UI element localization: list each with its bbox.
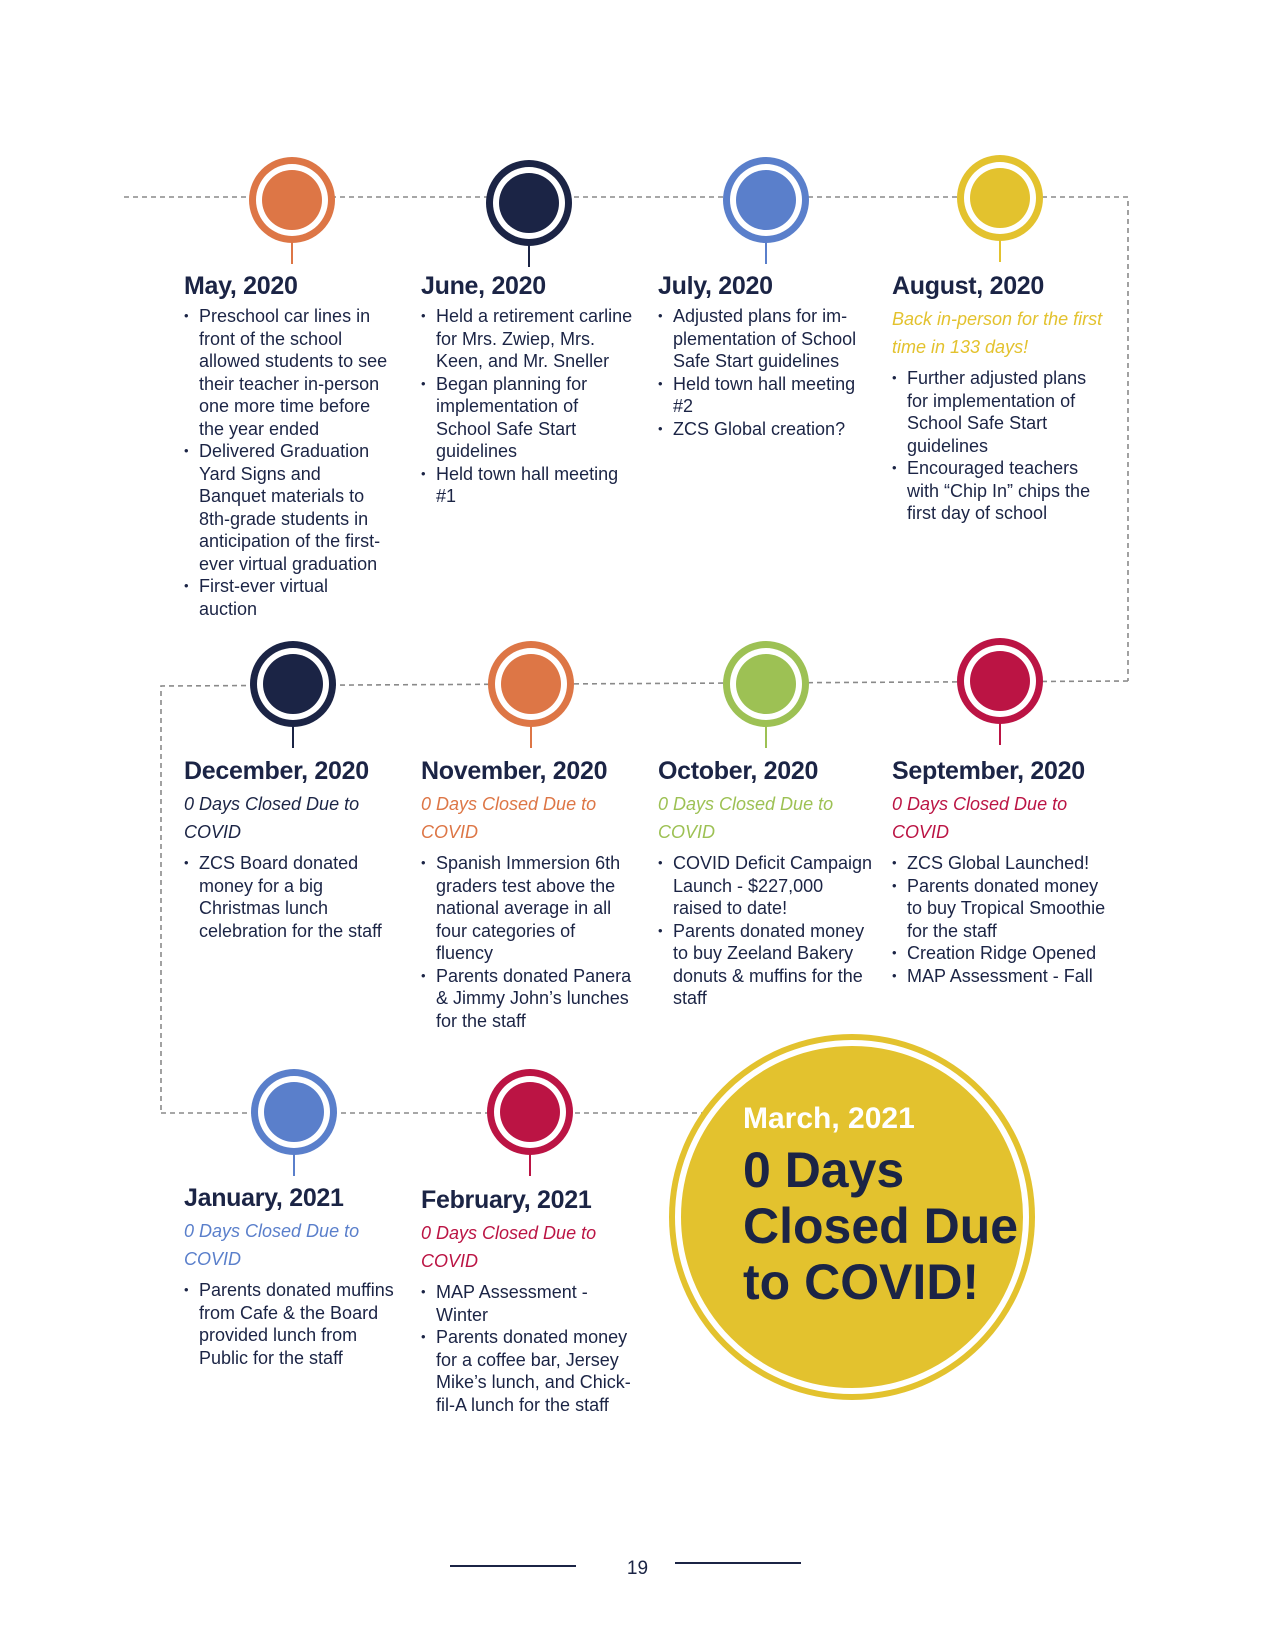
milestone-item: • Parents donated money to buy Tropical Smoothie for the staff <box>892 875 1107 943</box>
finale-date: March, 2021 <box>743 1102 915 1135</box>
marker-dot <box>263 654 323 714</box>
milestone-marker <box>488 641 574 748</box>
milestone-list <box>184 1279 399 1369</box>
finale-message: 0 Days Closed Due to COVID! <box>743 1142 1019 1310</box>
marker-dot <box>501 654 561 714</box>
milestone-date: December, 2020 <box>184 757 369 785</box>
milestone-item: • Parents donated money for a coffee bar, Jersey Mike’s lunch, and Chick-fil-A lunch for the staff <box>421 1326 636 1416</box>
milestone-list <box>184 305 389 620</box>
milestone-item: • Parents donated Panera & Jimmy John’s lunches for the staff <box>421 965 636 1033</box>
milestone-item: • ZCS Global Launched! <box>892 852 1107 875</box>
milestone-date: January, 2021 <box>184 1184 344 1212</box>
milestone <box>184 1184 399 1369</box>
milestone-subtitle: 0 Days Closed Due to COVID <box>184 794 360 842</box>
milestone-list <box>892 367 1107 525</box>
milestone-item: • MAP Assessment - Winter <box>421 1281 636 1326</box>
milestone-item: • Encouraged teachers with “Chip In” chips the first day of school <box>892 457 1107 525</box>
milestone-item: • Held town hall meeting #2 <box>658 373 873 418</box>
page-number: 19 <box>626 1558 649 1579</box>
milestone-date: October, 2020 <box>658 757 819 785</box>
milestone-list <box>184 852 399 942</box>
milestone-subtitle: 0 Days Closed Due to COVID <box>421 794 597 842</box>
milestone-marker <box>250 641 336 748</box>
milestone-marker <box>723 157 809 264</box>
milestone-date: July, 2020 <box>658 272 773 300</box>
milestone-item: • Parents donated money to buy Zeeland Bakery donuts & muffins for the staff <box>658 920 873 1010</box>
milestone <box>892 757 1107 987</box>
marker-dot <box>262 170 322 230</box>
milestone-item: • ZCS Global creation? <box>658 418 873 441</box>
milestone <box>421 757 636 1032</box>
milestone-date: February, 2021 <box>421 1186 592 1214</box>
milestone <box>184 272 389 620</box>
milestone-subtitle: 0 Days Closed Due to COVID <box>184 1221 360 1269</box>
marker-dot <box>970 168 1030 228</box>
milestone-marker <box>957 155 1043 262</box>
milestone <box>421 272 636 508</box>
milestone-subtitle: Back in-person for the first time in 133 days! <box>892 309 1103 357</box>
marker-dot <box>264 1082 324 1142</box>
milestone-list <box>658 852 873 1010</box>
milestone-date: May, 2020 <box>184 272 298 300</box>
milestone-marker <box>249 157 335 264</box>
milestone-item: • Held a retirement carline for Mrs. Zwiep, Mrs. Keen, and Mr. Sneller <box>421 305 636 373</box>
milestone-item: • ZCS Board donated money for a big Christmas lunch celebration for the staff <box>184 852 399 942</box>
milestone-item: • Adjusted plans for im-plementation of School Safe Start guidelines <box>658 305 873 373</box>
milestone-subtitle: 0 Days Closed Due to COVID <box>658 794 834 842</box>
milestone-marker <box>957 638 1043 745</box>
milestone-item: • Spanish Immersion 6th graders test above the national average in all four categories of fluency <box>421 852 636 965</box>
milestone-list <box>892 852 1107 987</box>
milestone-date: June, 2020 <box>421 272 546 300</box>
milestone <box>421 1186 636 1416</box>
milestone-marker <box>487 1069 573 1176</box>
milestone-item: • MAP Assessment - Fall <box>892 965 1107 988</box>
milestone-item: • Began planning for implementation of School Safe Start guidelines <box>421 373 636 463</box>
milestone-date: August, 2020 <box>892 272 1045 300</box>
milestone-list <box>421 852 636 1032</box>
milestone-item: • Further adjusted plans for implementation of School Safe Start guidelines <box>892 367 1107 457</box>
milestone-list <box>421 1281 636 1416</box>
marker-dot <box>970 651 1030 711</box>
milestone-item: • Held town hall meeting #1 <box>421 463 636 508</box>
milestone-marker <box>251 1069 337 1176</box>
marker-dot <box>499 173 559 233</box>
milestone <box>658 757 873 1010</box>
milestone-date: September, 2020 <box>892 757 1085 785</box>
milestone-item: • Parents donated muffins from Cafe & the Board provided lunch from Public for the staff <box>184 1279 399 1369</box>
milestone-marker <box>723 641 809 748</box>
marker-dot <box>736 170 796 230</box>
milestone-list <box>421 305 636 508</box>
milestone-marker <box>486 160 572 267</box>
milestone <box>184 757 399 942</box>
milestone-subtitle: 0 Days Closed Due to COVID <box>892 794 1068 842</box>
finale-text <box>743 1102 1033 1310</box>
milestone-item: • Delivered Graduation Yard Signs and Banquet materials to 8th-grade students in anticipation of the first-ever virtual graduation <box>184 440 389 575</box>
milestone-date: November, 2020 <box>421 757 608 785</box>
milestone-item: • COVID Deficit Campaign Launch - $227,000 raised to date! <box>658 852 873 920</box>
milestone-subtitle: 0 Days Closed Due to COVID <box>421 1223 597 1271</box>
milestone-item: • First-ever virtual auction <box>184 575 389 620</box>
milestone-list <box>658 305 873 440</box>
marker-dot <box>500 1082 560 1142</box>
milestone-item: • Preschool car lines in front of the school allowed students to see their teacher in-person one more time before the year ended <box>184 305 389 440</box>
milestone <box>658 272 873 440</box>
marker-dot <box>736 654 796 714</box>
milestone-item: • Creation Ridge Opened <box>892 942 1107 965</box>
milestone <box>892 272 1107 525</box>
